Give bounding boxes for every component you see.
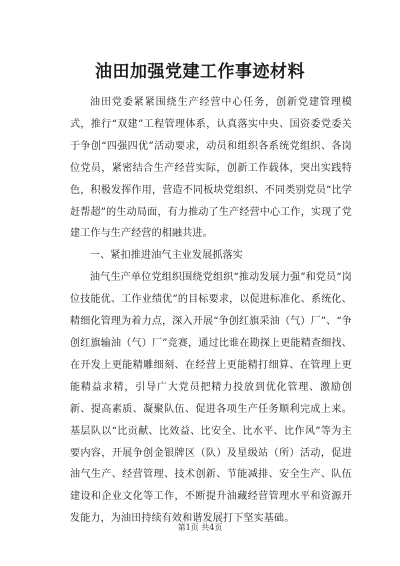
page-number: 第1页 共4页	[177, 523, 223, 532]
document-body	[70, 92, 352, 530]
document-title: 油田加强党建工作事迹材料	[95, 62, 305, 82]
section-paragraph: 油气生产单位党组织围绕党组织“推动发展力强”和党员“岗位技能优、工作业绩优”的目标要求，以促进标准化、系统化、精细化管理为着力点，深入开展“争创红旗采油（气）厂”、“争创红旗输油（气）厂”竞赛，通过比谁在勘探上更能精查细找、在开发上更能精雕细刻、在经营上更能精打细算、在管理上更能精益求精，引导广大党员把精力投放到优化管理、激励创新、提高素质、凝聚队伍、促进各项生产任务顺利完成上来。基层队以“比贡献、比效益、比安全、比水平、比作风”等为主要内容，开展争创金银牌区（队）及星级站（所）活动，促进油气生产、经营管理、技术创新、节能减排、安全生产、队伍建设和企业文化等工作，不断提升油藏经营管理水平和资源开发能力，为油田持续有效和谐发展打下坚实基础。	[70, 272, 352, 525]
section-heading: 一、紧扣推进油气主业发展抓落实	[90, 250, 243, 262]
intro-paragraph: 油田党委紧紧围绕生产经营中心任务，创新党建管理模式，推行“双建”工程管理体系，认真落实中央、国资委党委关于争创“四强四优”活动要求，动员和组织各系统党组织、各岗位党员，紧密结合生产经营实际，创新工作载体，突出实践特色，积极发挥作用，营造不同板块党组织、不同类别党员“比学赶帮超”的生动局面，有力推动了生产经营中心工作，实现了党建工作与生产经营的相融共进。	[70, 97, 352, 240]
